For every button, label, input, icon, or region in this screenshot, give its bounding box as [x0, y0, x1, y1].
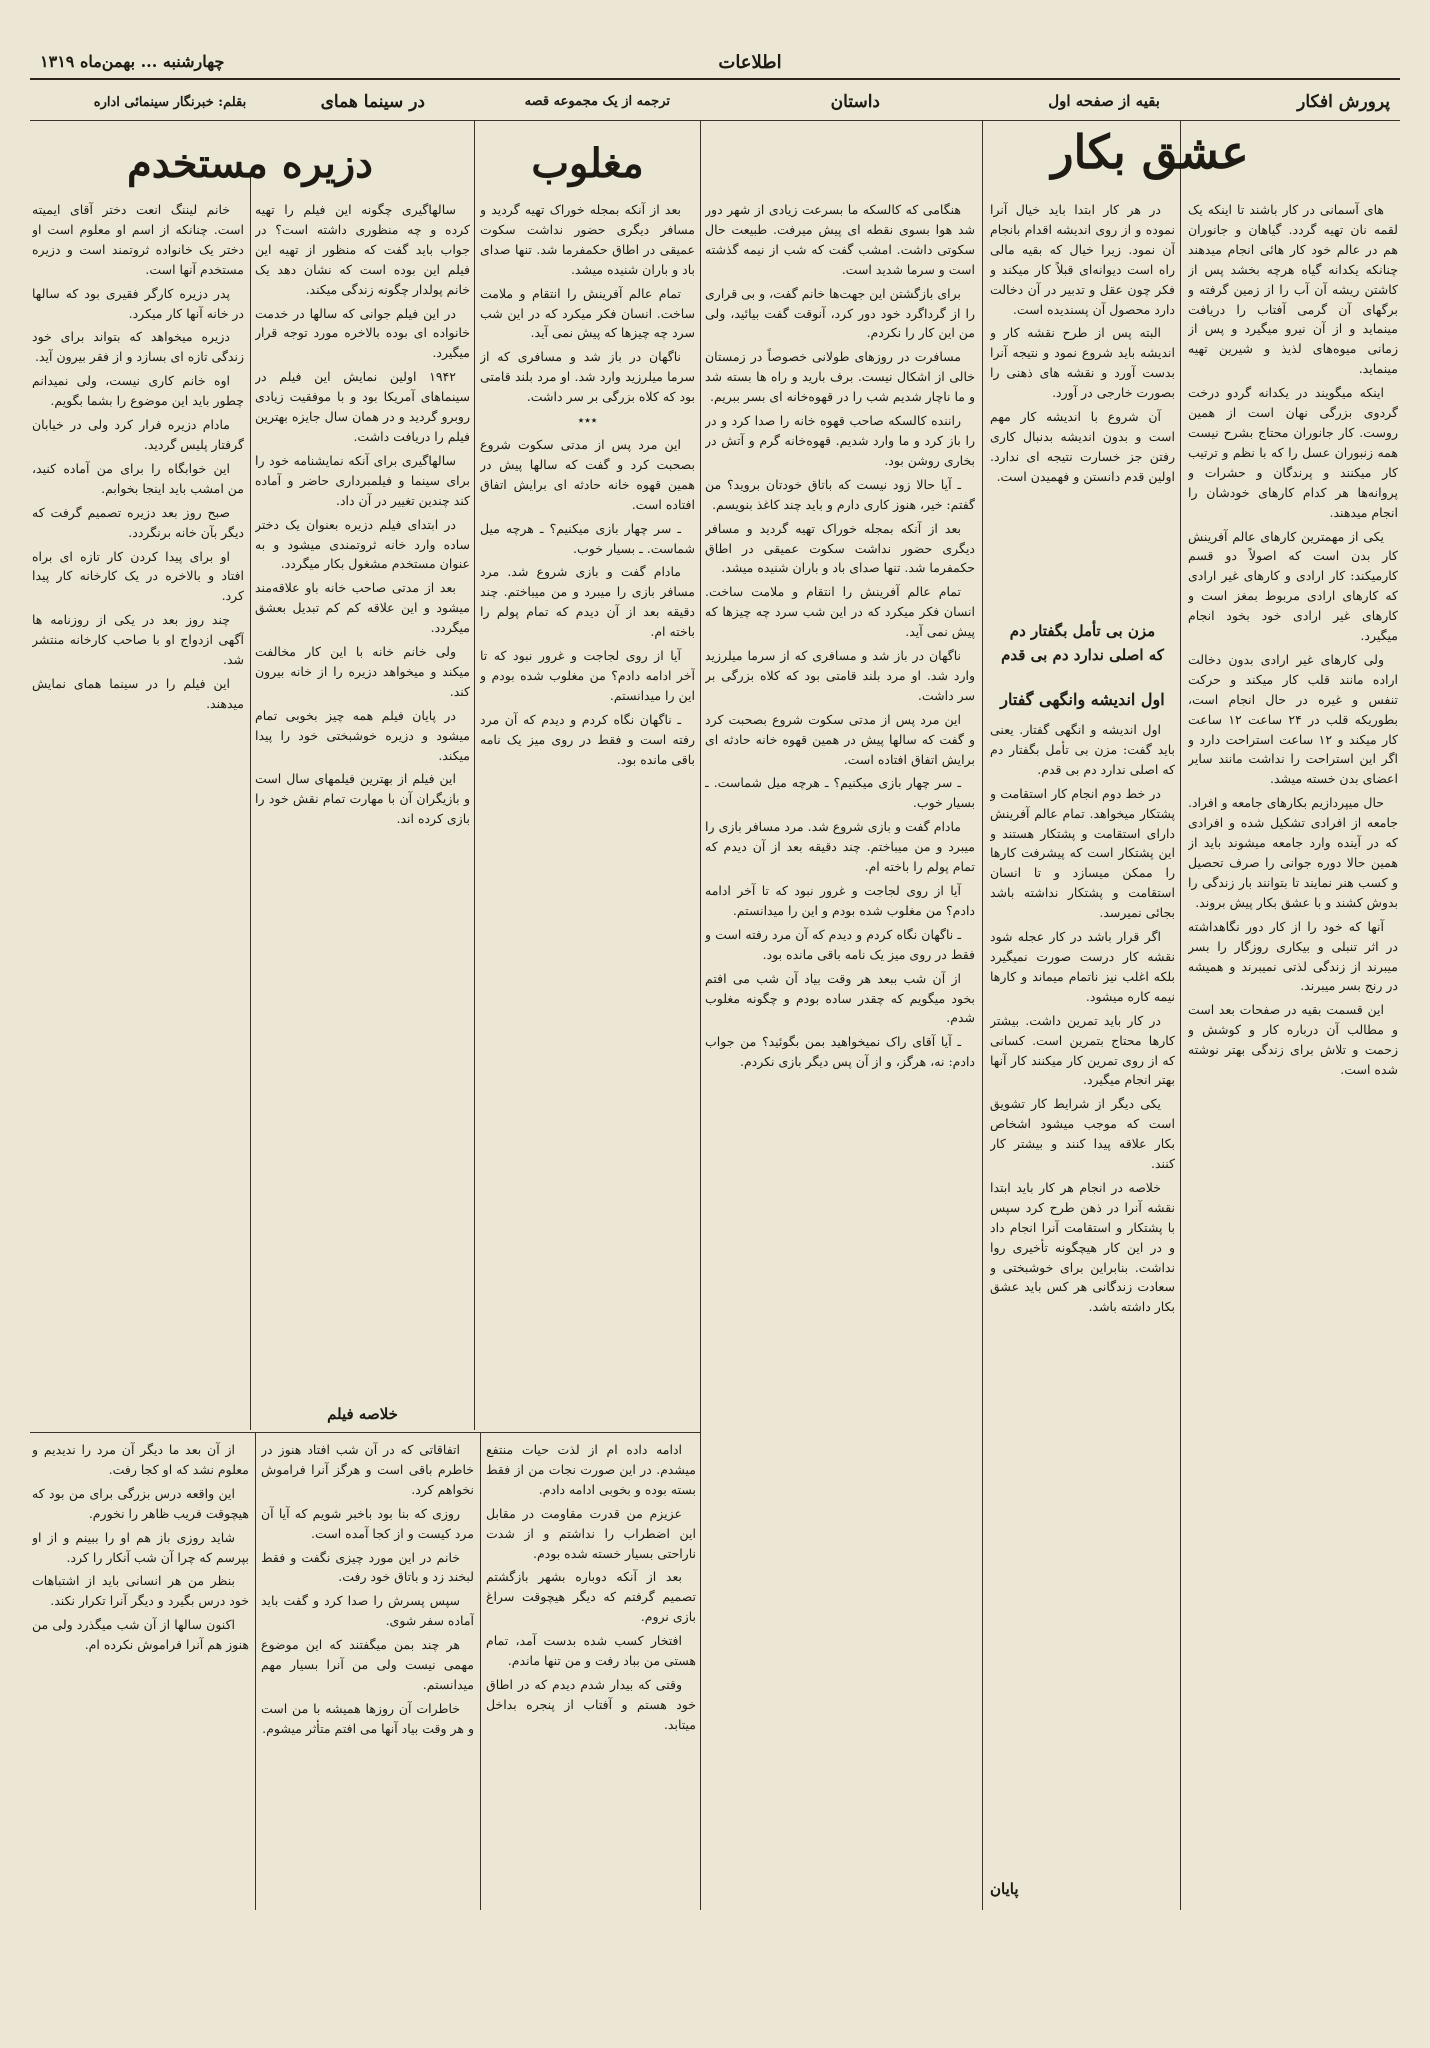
paragraph: راننده کالسکه صاحب قهوه خانه را صدا کرد و در را باز کرد و ما وارد شدیم. قهوه‌خانه گرم و آتش در بخاری روشن بود.: [705, 413, 975, 468]
paragraph: مادام گفت و بازی شروع شد. مرد مسافر بازی را میبرد و من میباختم. چند دقیقه بعد از آن دیدم که تمام پولم را باخته ام.: [480, 564, 695, 640]
paragraph: در این فیلم جوانی که سالها در خدمت خانواده ای بوده بالاخره مورد توجه قرار میگیرد.: [255, 305, 470, 361]
paragraph: در هر کار ابتدا باید خیال آنرا نموده و از روی اندیشه اقدام بانجام آن نمود. زیرا خیال که بقیه مالی راه است دیوانه‌ای قبلاً کار میکند و فکر چون عقل و تدبیر در آن دخالت دارد محصول آن پسندیده است.: [990, 202, 1175, 317]
article-title-eshgh-bekar: عشق بکار: [1051, 125, 1249, 179]
paragraph: عزیزم من قدرت مقاومت در مقابل این اضطراب را نداشتم و از شدت ناراحتی بسیار خسته شده بودم.: [486, 1505, 696, 1561]
paragraph: او برای پیدا کردن کار تازه ای براه افتاد و بالاخره در یک کارخانه کار پیدا کرد.: [32, 548, 244, 604]
paragraph: این قسمت بقیه در صفحات بعد است و مطالب آن درباره کار و کوشش و زحمت و تلاش برای زندگی بهتر نوشته شده است.: [1188, 1002, 1398, 1078]
header-story: داستان: [830, 92, 880, 112]
paragraph: دزیره میخواهد که بتواند برای خود زندگی تازه ای بسازد و از فقر بیرون آید.: [32, 329, 244, 365]
paragraph: ناگهان در باز شد و مسافری که از سرما میلرزید وارد شد. او مرد بلند قامتی بود که کلاه بزرگی بر سر داشت.: [705, 648, 975, 703]
paragraph: در پایان فیلم همه چیز بخوبی تمام میشود و دزیره خوشبختی خود را پیدا میکند.: [255, 707, 470, 763]
paragraph: این واقعه درس بزرگی برای من بود که هیچوقت فریب ظاهر را نخورم.: [32, 1485, 249, 1521]
masthead: [30, 52, 1400, 80]
paragraph: حال میپردازیم بکارهای جامعه و افراد. جامعه از افرادی تشکیل شده و افرادی که در آینده وارد جامعه میشوند باید از همین حالا دوره جوانی را صرف تحصیل و کسب هنر نمایند تا بتوانند بار زندگی را بدوش کشند و با عشق بکار پیش بروند.: [1188, 795, 1398, 910]
header-translation-note: ترجمه از یک مجموعه قصه: [524, 94, 670, 109]
paragraph: این خوابگاه را برای من آماده کنید، من امشب باید اینجا بخوابم.: [32, 460, 244, 496]
column-3b: [480, 200, 695, 1425]
paragraph: سالها‌گیری برای آنکه نمایشنامه خود را برای سینما و فیلمبرداری حاضر و آماده کند چندین تغییر در آن داد.: [255, 452, 470, 508]
bottom-column-middle: [261, 1440, 474, 1908]
bottom-column-right: [486, 1440, 696, 1908]
column-2-bottom: [990, 720, 1175, 1870]
paragraph: برای بازگشتن این جهت‌ها خانم گفت، و بی قراری را از گرداگرد خود دور کرد، آنوقت گفت بیائید، ولی من این کار را نکردم.: [705, 285, 975, 341]
paragraph: ـ ناگهان نگاه کردم و دیدم که آن مرد رفته است و فقط در روی میز یک نامه باقی مانده بود.: [705, 926, 975, 962]
paragraph: بعد از آنکه بمجله خوراک تهیه گردید و مسافر دیگری حضور نداشت سکوت عمیقی در اطاق حکمفرما شد. تنها صدای باد و باران شنیده میشد.: [480, 202, 695, 277]
column-2-top: [990, 200, 1175, 620]
film-summary-heading: خلاصه فیلم: [327, 1405, 398, 1423]
header-parvaresh-afkar: پرورش افکار: [1297, 92, 1390, 112]
paragraph: ولی خانم خانه با این کار مخالفت میکند و میخواهد دزیره را از خانه بیرون کند.: [255, 644, 470, 699]
paragraph: وقتی که بیدار شدم دیدم که در اطاق خود هستم و آفتاب از پنجره بداخل میتابد.: [486, 1676, 696, 1732]
paragraph: ولی کارهای غیر ارادی بدون دخالت اراده مانند قلب کار میکند و حرکت تنفس و غیره در حال انجام است، بطوریکه قلب در ۲۴ ساعت ۱۲ ساعت کار میکند و ۱۲ ساعت استراحت دارد و اگر این استراحت را نداشت مانند سایر اعضای بدن خسته میشد.: [1188, 651, 1398, 787]
verse-line-2: که اصلی ندارد دم بی قدم: [1001, 646, 1164, 664]
column-1: [1188, 200, 1398, 1910]
paragraph: اکنون سالها از آن شب میگذرد ولی من هنوز هم آنرا فراموش نکرده ام.: [32, 1617, 249, 1653]
paragraph: ـ سر چهار بازی میکنیم؟ ـ هرچه میل شماست. ـ بسیار خوب.: [480, 520, 695, 556]
paragraph: بنظر من هر انسانی باید از اشتباهات خود درس بگیرد و دیگر آنرا تکرار نکند.: [32, 1573, 249, 1609]
paragraph: آن شروع با اندیشه کار مهم است و بدون اندیشه بدنبال کاری رفتن جز خسارت نتیجه ای ندارد. اولین قدم دانستن و فهمیدن است.: [990, 409, 1175, 484]
paragraph: ۱۹۴۲ اولین نمایش این فیلم در سینماهای آمریکا بود و با موفقیت زیادی روبرو گردید و در همان سال جایزه بهترین فیلم را دریافت داشت.: [255, 369, 470, 444]
paragraph: روزی که بنا بود باخبر شویم که آیا آن مرد کیست و از کجا آمده است.: [261, 1505, 474, 1541]
paragraph: هر چند بمن میگفتند که این موضوع مهمی نیست ولی من آنرا بسیار مهم میدانستم.: [261, 1637, 474, 1692]
subheading-andisheh: اول اندیشه وانگهی گفتار: [1000, 690, 1165, 709]
paragraph: خلاصه در انجام هر کار باید ابتدا نقشه آنرا در ذهن طرح کرد سپس با پشتکار و استقامت آنرا انجام داد و در این کار هیچگونه تأخیری روا نداشت. بنابراین برای خوشبختی و سعادت زندگانی هر کس باید عشق بکار داشته باشد.: [990, 1179, 1175, 1315]
column-4: [255, 200, 470, 1425]
paragraph: این مرد پس از مدتی سکوت شروع بصحبت کرد و گفت که سالها پیش در همین قهوه خانه حادثه ای برایش اتفاق افتاده است.: [480, 436, 695, 512]
verse-line-1: مزن بی تأمل بگفتار دم: [1009, 622, 1156, 640]
paragraph: سالها‌گیری چگونه این فیلم را تهیه کرده و چه منظوری داشته است؟ در جواب باید گفت که منظور از تهیه این فیلم این بوده است که نشان دهد یک خانم پولدار چگونه زندگی میکند.: [255, 202, 470, 297]
section-separator-stars: ٭٭٭: [577, 413, 598, 428]
article-title-dezireh: دزیره مستخدم: [127, 140, 373, 187]
paragraph: ـ آیا آقای راک نمیخواهید بمن بگوئید؟ من جواب دادم: نه، هرگز، و از آن پس دیگر بازی نکردم.: [705, 1034, 975, 1070]
paragraph: بعد از مدتی صاحب خانه باو علاقه‌مند میشود و این علاقه کم کم تبدیل بعشق میگردد.: [255, 580, 470, 636]
issue-date: چهارشنبه ... بهمن‌ماه ۱۳۱۹: [40, 52, 225, 71]
paragraph: البته پس از طرح نقشه کار و اندیشه باید شروع نمود و نتیجه آنرا بدست آورد و نقشه های ذهنی را بصورت خارجی در آورد.: [990, 325, 1175, 401]
paragraph: چند روز بعد در یکی از روزنامه ها آگهی ازدواج او با صاحب کارخانه منتشر شد.: [32, 612, 244, 668]
paragraph: مسافرت در روزهای طولانی خصوصاً در زمستان خالی از اشکال نیست. برف بارید و راه ها بسته شد و ما ناچار شدیم شب را در قهوه‌خانه ای بسر ببریم.: [705, 349, 975, 405]
paragraph: ناگهان در باز شد و مسافری که از سرما میلرزید وارد شد. او مرد بلند قامتی بود که کلاه بزرگی بر سر داشت.: [480, 349, 695, 405]
paragraph: ادامه داده ام از لذت حیات منتفع میشدم. در این صورت نجات من از فقط بسته بوده و بخوبی ادامه دادم.: [486, 1442, 696, 1497]
paragraph: بعد از آنکه دوباره بشهر بازگشتم تصمیم گرفتم که دیگر هیچوقت سراغ بازی نروم.: [486, 1569, 696, 1625]
paragraph: ـ سر چهار بازی میکنیم؟ ـ هرچه میل شماست. ـ بسیار خوب.: [705, 775, 975, 811]
paragraph: خانم لیننگ انعت دختر آقای ایمیته است. چنانکه از اسم او معلوم است او دختر یک خانواده ثروتمند است و دزیره مستخدم آنها است.: [32, 202, 244, 277]
column-3: [705, 200, 975, 1910]
newspaper-name: اطلاعات: [718, 52, 782, 73]
paragraph: در خط دوم انجام کار استقامت و پشتکار میخواهد. تمام عالم آفرینش دارای استقامت و پشتکار هستند و این پشتکار است که پیشرفت کارها را ممکن میسازد و تا انسان استقامت و پشتکار نداشته باشد بجائی نمیرسد.: [990, 785, 1175, 921]
paragraph: سپس پسرش را صدا کرد و گفت باید آماده سفر شوی.: [261, 1593, 474, 1629]
bottom-column-left: [32, 1440, 249, 1908]
paragraph: اول اندیشه و انگهی گفتار. یعنی باید گفت: مزن بی تأمل بگفتار دم که اصلی ندارد دم بی قدم.: [990, 722, 1175, 777]
paragraph: شاید روزی باز هم او را ببینم و از او بپرسم که چرا آن شب آنکار را کرد.: [32, 1529, 249, 1565]
paragraph: آیا از روی لجاجت و غرور نبود که تا آخر ادامه دادم؟ من مغلوب شده بودم و این را میدانستم.: [480, 648, 695, 703]
paragraph: این مرد پس از مدتی سکوت شروع بصحبت کرد و گفت که سالها پیش در همین قهوه خانه حادثه ای برایش اتفاق افتاده است.: [705, 711, 975, 767]
column-5: [32, 200, 244, 1425]
paragraph: مادام دزیره فرار کرد ولی در خیابان گرفتار پلیس گردید.: [32, 417, 244, 452]
paragraph: این فیلم را در سینما همای نمایش میدهند.: [32, 675, 244, 711]
paragraph: آنها که خود را از کار دور نگاهداشته در اثر تنبلی و بیکاری روزگار را بسر میبرند از زندگی لذتی نمیبرند و همیشه در رنج بسر میبرند.: [1188, 918, 1398, 994]
paragraph: خاطرات آن روزها همیشه با من است و هر وقت بیاد آنها می افتم متأثر میشوم.: [261, 1700, 474, 1736]
paragraph: افتخار کسب شده بدست آمد، تمام هستی من بباد رفت و من تنها ماندم.: [486, 1633, 696, 1669]
header-continued-from-page-one: بقیه از صفحه اول: [1048, 92, 1160, 110]
paragraph: پدر دزیره کارگر فقیری بود که سالها در خانه آنها کار میکرد.: [32, 285, 244, 321]
paragraph: این فیلم از بهترین فیلمهای سال است و بازیگران آن با مهارت تمام نقش خود را بازی کرده اند.: [255, 771, 470, 827]
paragraph: صبح روز بعد دزیره تصمیم گرفت که دیگر بآن خانه برنگردد.: [32, 504, 244, 540]
paragraph: ـ ناگهان نگاه کردم و دیدم که آن مرد رفته است و فقط در روی میز یک نامه باقی مانده بود.: [480, 711, 695, 767]
paragraph: تمام عالم آفرینش را انتقام و ملامت ساخت. انسان فکر میکرد که در این شب سرد چه چیزها که پیش نمی آید.: [480, 285, 695, 341]
paragraph: از آن شب ببعد هر وقت بیاد آن شب می افتم بخود میگویم که چقدر ساده بودم و چگونه مغلوب شدم.: [705, 970, 975, 1026]
paragraph: در ابتدای فیلم دزیره بعنوان یک دختر ساده وارد خانه ثروتمندی میشود و به عنوان مستخدم مشغول بکار میگردد.: [255, 516, 470, 572]
paragraph: یکی از مهمترین کارهای عالم آفرینش کار بدن است که اصولاً دو قسم کارمیکند: کار ارادی و کارهای غیر ارادی که کارهای ارادی مربوط بمغز است و کارهای غیر ارادی خود بخود انجام میگیرد.: [1188, 528, 1398, 644]
paragraph: اوه خانم کاری نیست، ولی نمیدانم چطور باید این موضوع را بشما بگویم.: [32, 373, 244, 409]
paragraph: های آسمانی در کار باشند تا اینکه یک لقمه نان تهیه گردد. گیاهان و جانوران هم در عالم خود کار هائی انجام میدهند چنانکه یکدانه گیاه هرچه بخشد پس از کاشتن ریشه آن آب را از زمین گرفته و برگهای آن گرمی آفتاب را دریافت مینماید و از آن نیرو میگیرد و پس از زمانی میوه‌های لذیذ و شیرین تهیه مینماید.: [1188, 202, 1398, 377]
paragraph: ـ آیا حالا زود نیست که باتاق خودتان بروید؟ من گفتم: خیر، هنوز کاری دارم و باید چند کاغذ بنویسم.: [705, 476, 975, 512]
paragraph: اینکه میگویند در یکدانه گردو درخت گردوی بزرگی نهان است از همین روست. کار جانوران محتاج بشرح نیست همه زنبوران عسل را که با نظم و ترتیب کار میکنند و پرندگان و حشرات و پروانه‌ها هر کدام کار‌های خودشان را انجام میدهند.: [1188, 385, 1398, 520]
header-cinema-homa: در سینما همای: [320, 92, 425, 112]
paragraph: تمام عالم آفرینش را انتقام و ملامت ساخت. انسان فکر میکرد که در این شب سرد چه چیزها که پیش نمی آید.: [705, 584, 975, 640]
paragraph: بعد از آنکه بمجله خوراک تهیه گردید و مسافر دیگری حضور نداشت سکوت عمیقی در اطاق حکمفرما شد. تنها صدای باد و باران شنیده میشد.: [705, 520, 975, 576]
paragraph: مادام گفت و بازی شروع شد. مرد مسافر بازی را میبرد و من میباختم. چند دقیقه بعد از آن دیدم که تمام پولم را باخته ام.: [705, 819, 975, 875]
byline-cinema-reporter: بقلم: خبرنگار سینمائی اداره: [93, 95, 247, 110]
paragraph: از آن بعد ما دیگر آن مرد را ندیدیم و معلوم نشد که او کجا رفت.: [32, 1442, 249, 1477]
paragraph: اتفاقاتی که در آن شب افتاد هنوز در خاطرم باقی است و هرگز آنرا فراموش نخواهم کرد.: [261, 1442, 474, 1497]
paragraph: خانم در این مورد چیزی نگفت و فقط لبخند زد و باتاق خود رفت.: [261, 1549, 474, 1585]
paragraph: یکی دیگر از شرایط کار تشویق است که موجب میشود اشخاص بکار علاقه پیدا کنند و بیشتر کار کنند.: [990, 1096, 1175, 1172]
article-title-maghloob: مغلوب: [531, 140, 644, 187]
article-end-marker: پایان: [990, 1880, 1019, 1898]
paragraph: در کار باید تمرین داشت. بیشتر کارها محتاج بتمرین است. کسانی که از روی تمرین کار میکنند کار آنها بهتر انجام میگیرد.: [990, 1012, 1175, 1088]
paragraph: هنگامی که کالسکه ما بسرعت زیادی از شهر دور شد هوا بسوی نقطه ای پیش میرفت. طبیعت حال سکوتی داشت. امشب گفت که شب از نیمه گذشته است و سرما شدید است.: [705, 202, 975, 277]
paragraph: اگر قرار باشد در کار عجله شود نقشه کار درست صورت نمیگیرد بلکه اغلب نیز ناتمام میماند و کارها نیمه کاره میشود.: [990, 929, 1175, 1004]
paragraph: آیا از روی لجاجت و غرور نبود که تا آخر ادامه دادم؟ من مغلوب شده بودم و این را میدانستم.: [705, 883, 975, 918]
